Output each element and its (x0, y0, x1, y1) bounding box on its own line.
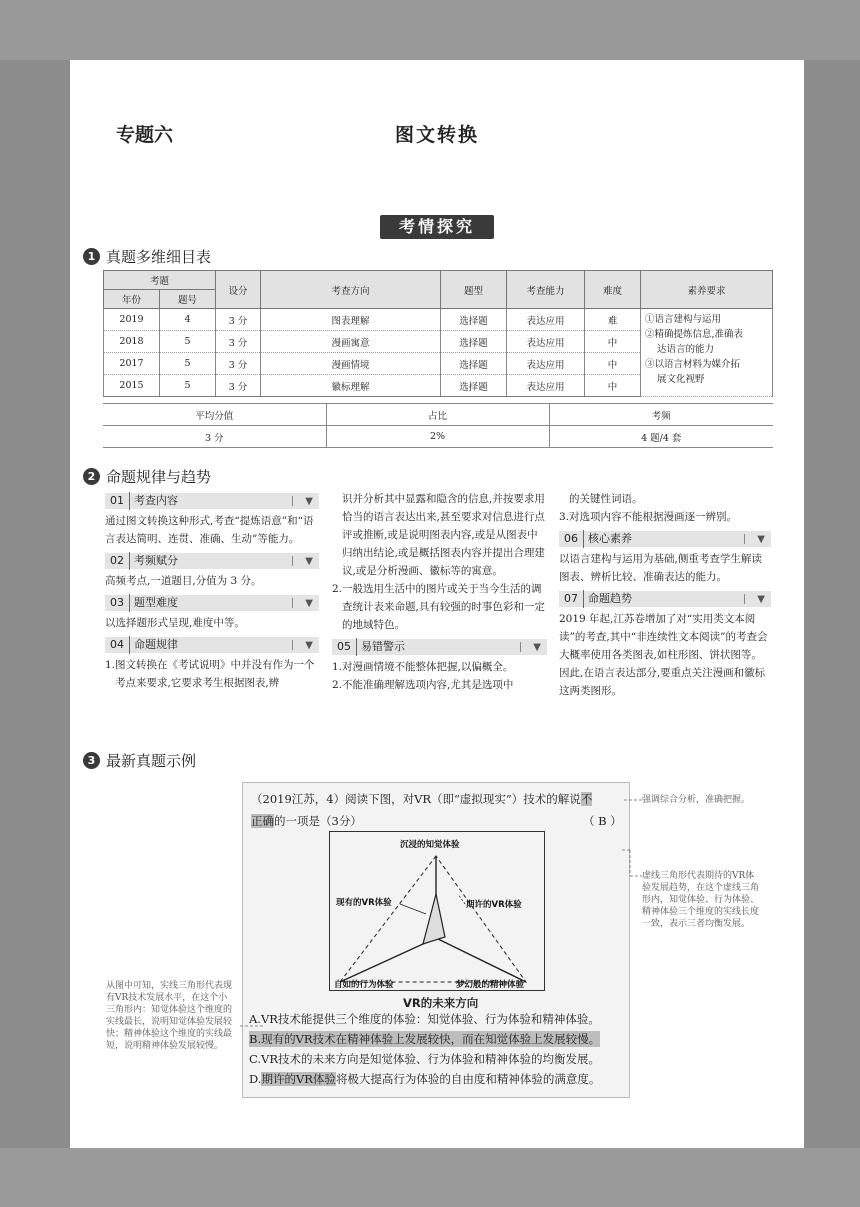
subheading-07 (559, 591, 771, 607)
cell: 3 分 (216, 331, 261, 353)
cell: 2019 (104, 309, 160, 331)
table-row (103, 404, 773, 426)
col-header: 年份 (104, 290, 160, 309)
paragraph: 1.图文转换在《考试说明》中并没有作为一个考点来要求,它要求考生根据图表,辨 (105, 659, 315, 689)
cell: 2018 (104, 331, 160, 353)
radar-svg (330, 832, 546, 992)
chevron-down-icon: ▼ (305, 556, 313, 567)
paragraph: 3.对选项内容不能根据漫画逐一辨别。 (559, 511, 738, 523)
current-triangle (423, 894, 445, 944)
cell: 5 (160, 375, 216, 397)
column-2 (332, 490, 547, 694)
sub-number: 01 (105, 492, 130, 510)
col-header: 平均分值 (103, 404, 326, 426)
cell: 4 (160, 309, 216, 331)
paragraph: 以选择题形式呈现,难度中等。 (105, 617, 245, 629)
paragraph: 高频考点,一道题目,分值为 3 分。 (105, 575, 262, 587)
option-c: C.VR技术的未来方向是知觉体验、行为体验和精神体验的均衡发展。 (249, 1052, 601, 1066)
exam-detail-table (103, 270, 773, 397)
option-a: A.VR技术能提供三个维度的体验：知觉体验、行为体验和精神体验。 (249, 1012, 600, 1026)
background-shape (0, 1148, 860, 1207)
annotation-note-2: 虚线三角形代表期待的VR体验发展趋势，在这个虚线三角形内，知觉体验、行为体验、精神体验三个维度的实线长度一致，表示三者均衡发展。 (642, 871, 760, 929)
background-shape (0, 0, 860, 60)
sub-number: 03 (105, 594, 130, 612)
page (70, 60, 804, 1148)
requirements-cell (641, 309, 773, 397)
subheading-02 (105, 553, 319, 569)
cell: 徽标理解 (261, 375, 441, 397)
subheading-04 (105, 637, 319, 653)
sub-title: 易错警示 (361, 640, 405, 653)
cell: 选择题 (441, 375, 507, 397)
section-2-heading (83, 466, 211, 487)
annotation-note-3: 从图中可知，实线三角形代表现有VR技术发展水平，在这个小三角形内：知觉体验这个维度的实线最长，说明知觉体验发展较快；精神体验这个维度的实线最短，说明精神体验发展较慢。 (106, 981, 233, 1051)
chevron-down-icon: ▼ (757, 594, 765, 605)
table-row (104, 309, 773, 331)
col-header: 设分 (216, 271, 261, 309)
summary-table (103, 403, 773, 448)
cell: 表达应用 (507, 309, 585, 331)
stem-text: （2019江苏，4）阅读下图，对VR（即“虚拟现实”）技术的解说 (251, 792, 581, 806)
cell: 表达应用 (507, 375, 585, 397)
question-stem-line-2 (251, 813, 362, 829)
annotation-note-1: 强调综合分析，准确把握。 (642, 795, 751, 805)
subheading-01 (105, 493, 319, 509)
col-header: 考查方向 (261, 271, 441, 309)
chevron-down-icon: ▼ (533, 642, 541, 653)
cell: 2% (326, 426, 549, 448)
requirement-line: ①语言建构与运用 (645, 314, 722, 325)
section-3-heading (83, 750, 196, 771)
diagram-label-left: 现有的VR体验 (336, 898, 392, 908)
option-d-highlight: 期许的VR体验 (261, 1072, 336, 1086)
sub-title: 命题规律 (134, 638, 178, 651)
paragraph: 以语言建构与运用为基础,侧重考查学生解读图表、辨析比较、准确表达的能力。 (559, 553, 762, 583)
section-number-badge: 1 (83, 248, 100, 265)
cell: 表达应用 (507, 331, 585, 353)
cell: 4 题/4 套 (549, 426, 773, 448)
stem-highlight: 不 (580, 792, 593, 806)
vr-radar-diagram (329, 831, 545, 991)
stem-highlight: 正确 (251, 814, 274, 828)
cell: 3 分 (216, 309, 261, 331)
cell: 5 (160, 331, 216, 353)
cell: 2017 (104, 353, 160, 375)
section-title: 最新真题示例 (106, 752, 197, 770)
column-3 (559, 490, 771, 700)
sub-number: 06 (559, 530, 584, 548)
paragraph: 2.不能准确理解选项内容,尤其是选项中 (332, 679, 514, 691)
cell: 中 (585, 353, 641, 375)
diagram-label-top: 沉浸的知觉体验 (400, 840, 460, 850)
requirement-line: 展文化视野 (657, 374, 705, 385)
section-title: 命题规律与趋势 (106, 468, 212, 486)
col-header: 素养要求 (641, 271, 773, 309)
sub-number: 04 (105, 636, 130, 654)
cell: 漫画寓意 (261, 331, 441, 353)
requirement-line: ②精确提炼信息,准确表 (645, 329, 744, 340)
col-header: 考频 (549, 404, 773, 426)
sub-title: 考频赋分 (134, 554, 178, 567)
sub-title: 题型难度 (134, 596, 178, 609)
sub-number: 07 (559, 590, 584, 608)
cell: 难 (585, 309, 641, 331)
cell: 漫画情境 (261, 353, 441, 375)
requirement-line: ③以语言材料为媒介拓 (645, 359, 741, 370)
diagram-label-bottom-right: 梦幻般的精神体验 (456, 980, 525, 990)
section-banner: 考情探究 (380, 215, 494, 239)
subheading-03 (105, 595, 319, 611)
chevron-down-icon: ▼ (305, 640, 313, 651)
col-header: 难度 (585, 271, 641, 309)
paragraph: 通过图文转换这种形式,考查“提炼语意”和“语言表达简明、连贯、准确、生动”等能力。 (105, 515, 314, 545)
option-d-rest: 将极大提高行为体验的自由度和精神体验的满意度。 (335, 1072, 601, 1086)
axis-line (436, 938, 526, 982)
col-header: 考题 (104, 271, 216, 290)
col-header: 题型 (441, 271, 507, 309)
sub-title: 命题趋势 (588, 592, 632, 605)
paragraph: 的关键性词语。 (569, 493, 643, 505)
axis-line (340, 938, 436, 982)
section-number-badge: 3 (83, 752, 100, 769)
section-title: 真题多维细目表 (106, 248, 212, 266)
stem-text: 的一项是（3分） (274, 814, 362, 828)
diagram-label-right: 期许的VR体验 (466, 900, 522, 910)
col-header: 考查能力 (507, 271, 585, 309)
question-box (242, 782, 630, 1098)
sub-title: 核心素养 (588, 532, 632, 545)
cell: 3 分 (216, 353, 261, 375)
sub-title: 考查内容 (134, 494, 178, 507)
cell: 选择题 (441, 331, 507, 353)
subheading-05 (332, 639, 547, 655)
topic-title: 图文转换 (395, 124, 480, 146)
requirement-line: 达语言的能力 (657, 344, 715, 355)
cell: 3 分 (216, 375, 261, 397)
table-row (103, 426, 773, 448)
cell: 2015 (104, 375, 160, 397)
option-d-prefix: D. (249, 1072, 262, 1086)
label-pointer (400, 904, 426, 914)
question-stem-line-1 (251, 791, 592, 807)
cell: 3 分 (103, 426, 326, 448)
paragraph: 2.一般选用生活中的图片或关于当今生活的调查统计表来命题,具有较强的时事色彩和一定的地域特色。 (332, 583, 545, 631)
cell: 图表理解 (261, 309, 441, 331)
topic-label: 专题六 (116, 124, 174, 146)
col-header: 占比 (326, 404, 549, 426)
cell: 中 (585, 331, 641, 353)
sub-number: 05 (332, 638, 357, 656)
diagram-label-bottom-left: 自如的行为体验 (334, 980, 394, 990)
paragraph: 1.对漫画情境不能整体把握,以偏概全。 (332, 661, 514, 673)
paragraph: 2019 年起,江苏卷增加了对“实用类文本阅读”的考查,其中“非连续性文本阅读”的考查会大概率使用各类图表,如柱形图、饼状图等。因此,在语言表达部分,要重点关注漫画和徽标这两类图形。 (559, 613, 768, 697)
answer-label: （ B ） (583, 814, 622, 828)
paragraph: 识并分析其中显露和隐含的信息,并按要求用恰当的语言表达出来,甚至要求对信息进行点评或推断,或是说明图表内容,或是从图表中归纳出结论,或是概括图表内容并提出合理建议,或是分析漫画、徽标等的寓意。 (342, 493, 545, 577)
section-1-heading (83, 246, 211, 267)
option-b: B.现有的VR技术在精神体验上发展较快，而在知觉体验上发展较慢。 (249, 1032, 601, 1046)
sub-number: 02 (105, 552, 130, 570)
chevron-down-icon: ▼ (757, 534, 765, 545)
cell: 表达应用 (507, 353, 585, 375)
column-1 (105, 488, 319, 692)
chevron-down-icon: ▼ (305, 598, 313, 609)
option-d (249, 1071, 600, 1087)
subheading-06 (559, 531, 771, 547)
cell: 中 (585, 375, 641, 397)
cell: 选择题 (441, 353, 507, 375)
cell: 5 (160, 353, 216, 375)
cell: 选择题 (441, 309, 507, 331)
col-header: 题号 (160, 290, 216, 309)
chevron-down-icon: ▼ (305, 496, 313, 507)
section-number-badge: 2 (83, 468, 100, 485)
diagram-caption: VR的未来方向 (403, 996, 479, 1010)
